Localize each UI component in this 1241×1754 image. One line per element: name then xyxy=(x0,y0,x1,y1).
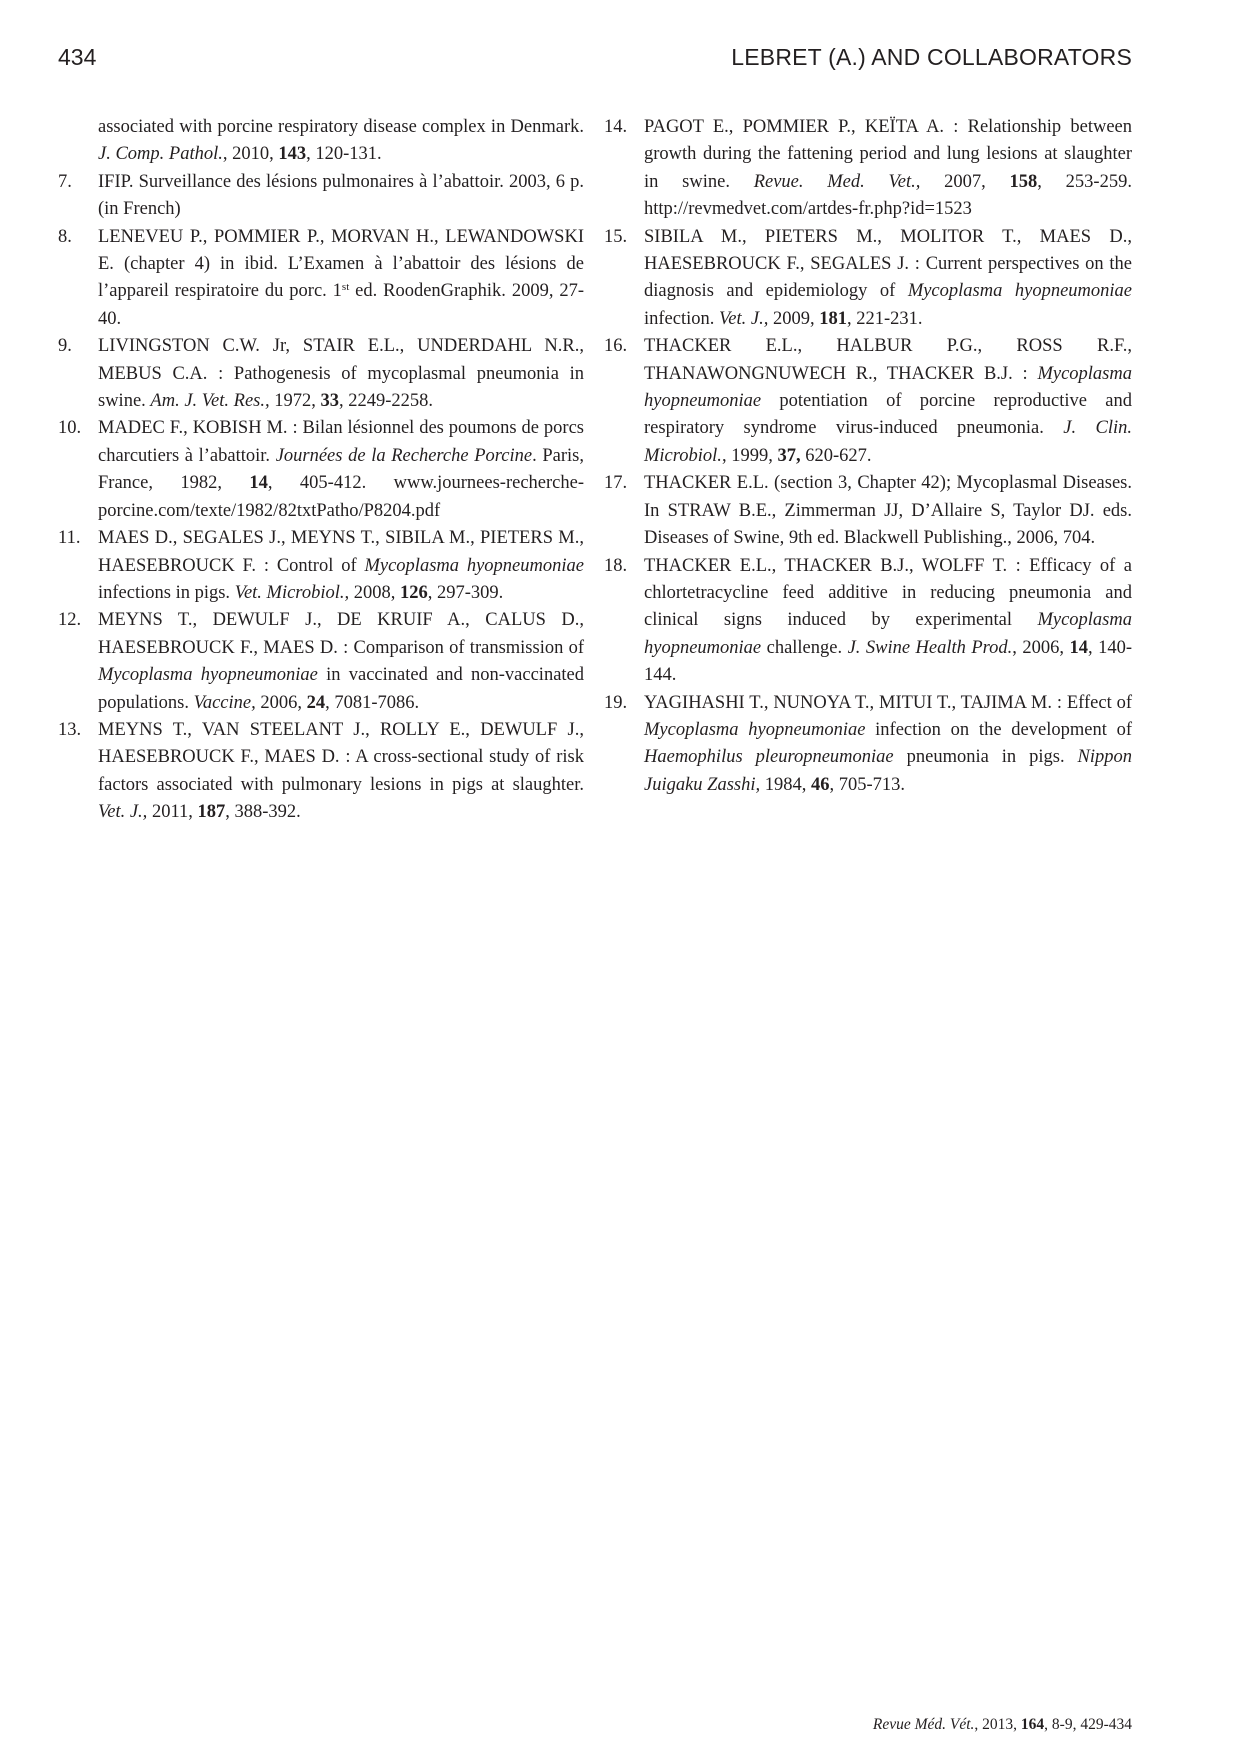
reference-entry xyxy=(58,607,584,717)
reference-entry xyxy=(604,224,1132,334)
reference-text: PAGOT E., POMMIER P., KEÏTA A. : Relationship between growth during the fattening period and lung lesions at slaughter in swine. xyxy=(644,117,1132,192)
reference-text: 2006, xyxy=(255,692,307,713)
reference-entry xyxy=(604,553,1132,690)
reference-text: , 1999, xyxy=(721,445,778,466)
reference-volume: 143 xyxy=(278,144,307,165)
reference-text: LENEVEU P., POMMIER P., MORVAN H., LEWANDOWSKI E. (chapter 4) in ibid. L’Examen à l’abattoir des lésions de l’appareil respiratoire du porc. 1 xyxy=(98,226,584,302)
reference-number: 8. xyxy=(58,226,72,247)
journal-citation-footer xyxy=(873,1716,1132,1734)
reference-volume: 46 xyxy=(811,774,830,795)
reference-italic-text: Vet. Microbiol., xyxy=(234,582,350,603)
reference-entry xyxy=(604,470,1132,552)
reference-italic-text: Vet. J., xyxy=(719,308,769,329)
reference-volume: 14 xyxy=(1069,637,1088,658)
reference-entry xyxy=(58,717,584,827)
reference-text: THACKER E.L. (section 3, Chapter 42); Mycoplasmal Diseases. In STRAW B.E., Zimmerman JJ, D’Allaire S, Taylor DJ. eds. Diseases of Swine, 9th ed. Blackwell Publishing., 2006, 704. xyxy=(644,473,1132,549)
reference-number: 7. xyxy=(58,171,72,192)
reference-entry xyxy=(604,333,1132,470)
reference-text: . Paris, France, 1982, xyxy=(98,445,585,494)
footer-journal: Revue Méd. Vét. xyxy=(872,1716,975,1733)
reference-italic-text: Mycoplasma hyopneumoniae xyxy=(644,610,1132,658)
reference-text: ed. RoodenGraphik. 2009, 27-40. xyxy=(98,281,584,329)
reference-text: in vaccinated and non-vaccinated populations. xyxy=(98,665,585,713)
reference-text: 620-627. xyxy=(800,445,872,466)
reference-number: 14. xyxy=(604,117,628,137)
reference-text: IFIP. Surveillance des lésions pulmonaires à l’abattoir. 2003, 6 p. (in French) xyxy=(98,171,584,220)
reference-italic-text: Mycoplasma hyopneumoniae xyxy=(644,719,866,740)
reference-superscript: st xyxy=(341,281,350,294)
reference-text: , 140-144. xyxy=(644,637,1132,686)
reference-volume: 24 xyxy=(306,692,326,713)
reference-italic-text: Mycoplasma hyopneumoniae xyxy=(98,665,318,686)
reference-text: THACKER E.L., THACKER B.J., WOLFF T. : Efficacy of a chlortetracycline feed additive in reducing pneumonia and clinical signs induced by experimental xyxy=(644,555,1132,631)
reference-italic-text: Revue. Med. Vet., xyxy=(753,171,921,192)
reference-text: , 253-259. http://revmedvet.com/artdes-fr.php?id=1523 xyxy=(644,171,1132,220)
reference-text: , 2249-2258. xyxy=(338,391,434,412)
reference-text: 2009, xyxy=(768,308,820,329)
reference-italic-text: Am. J. Vet. Res., xyxy=(150,391,270,412)
reference-volume: 14 xyxy=(249,473,268,494)
reference-text: infection. xyxy=(644,308,720,329)
reference-number: 18. xyxy=(604,555,628,576)
reference-number: 11. xyxy=(58,528,81,549)
reference-text: , 2006, xyxy=(1012,637,1070,658)
running-header xyxy=(58,44,1132,78)
reference-volume: 158 xyxy=(1009,171,1038,192)
reference-text: , 297-309. xyxy=(427,582,504,603)
reference-text: THACKER E.L., HALBUR P.G., ROSS R.F., THANAWONGNUWECH R., THACKER B.J. : xyxy=(644,336,1132,384)
reference-text: challenge. xyxy=(761,637,848,658)
reference-text: 2011, xyxy=(147,802,198,823)
footer-year: , 2013, xyxy=(974,1716,1021,1733)
reference-text: LIVINGSTON C.W. Jr, STAIR E.L., UNDERDAHL N.R., MEBUS C.A. : Pathogenesis of mycoplasmal pneumonia in swine. xyxy=(98,336,584,412)
reference-volume: 33 xyxy=(320,391,339,412)
reference-volume: 181 xyxy=(819,308,847,329)
reference-italic-text: Mycoplasma hyopneumoniae xyxy=(644,363,1132,412)
reference-text: , 120-131. xyxy=(306,144,382,165)
reference-entry xyxy=(58,114,584,169)
reference-italic-text: Mycoplasma hyopneumoniae xyxy=(907,281,1132,302)
reference-text: MEYNS T., VAN STEELANT J., ROLLY E., DEWULF J., HAESEBROUCK F., MAES D. : A cross-sectional study of risk factors associated with pulmonary lesions in pigs at slaughter. xyxy=(98,719,584,795)
reference-entry xyxy=(58,415,584,525)
page-number: 434 xyxy=(58,44,97,70)
reference-volume: 187 xyxy=(197,802,226,823)
running-title: LEBRET (A.) AND COLLABORATORS xyxy=(731,44,1132,70)
reference-number: 19. xyxy=(604,692,628,713)
reference-italic-text: Nippon Juigaku Zasshi, xyxy=(644,747,1132,795)
reference-text: 2007, xyxy=(920,171,1010,192)
reference-italic-text: Journées de la Recherche Porcine xyxy=(275,445,533,466)
reference-number: 16. xyxy=(604,336,628,357)
references-right-column xyxy=(604,114,1132,799)
reference-text: 1984, xyxy=(760,774,812,795)
reference-text: infections in pigs. xyxy=(98,582,235,603)
reference-text: infection on the development of xyxy=(865,719,1132,740)
reference-entry xyxy=(58,169,584,224)
reference-italic-text: Vaccine, xyxy=(193,692,256,713)
footer-issue-pages: , 8-9, 429-434 xyxy=(1044,1716,1132,1733)
reference-entry xyxy=(58,525,584,607)
reference-text: , 2010, xyxy=(222,144,279,165)
reference-text: SIBILA M., PIETERS M., MOLITOR T., MAES D., HAESEBROUCK F., SEGALES J. : Current perspectives on the diagnosis and epidemiology of xyxy=(644,226,1132,302)
reference-text: 1972, xyxy=(269,391,321,412)
reference-entry xyxy=(604,690,1132,800)
reference-italic-text: J. Swine Health Prod. xyxy=(847,637,1013,658)
reference-entry xyxy=(58,224,584,334)
reference-text: , 705-713. xyxy=(829,774,906,795)
reference-italic-text: Mycoplasma hyopneumoniae xyxy=(364,555,584,576)
reference-number: 17. xyxy=(604,473,628,494)
reference-text: 2008, xyxy=(349,582,400,603)
references-left-column xyxy=(58,114,584,827)
reference-number: 10. xyxy=(58,418,82,439)
reference-volume: 126 xyxy=(399,582,428,603)
footer-volume: 164 xyxy=(1020,1716,1045,1733)
reference-text: , 7081-7086. xyxy=(325,692,420,713)
reference-entry xyxy=(604,114,1132,224)
reference-text: potentiation of porcine reproductive and respiratory syndrome virus-induced pneumonia. xyxy=(644,391,1132,439)
reference-text: MADEC F., KOBISH M. : Bilan lésionnel des poumons de porcs charcutiers à l’abattoir. xyxy=(98,418,584,466)
reference-text: MEYNS T., DEWULF J., DE KRUIF A., CALUS D., HAESEBROUCK F., MAES D. : Comparison of transmission of xyxy=(98,610,584,658)
reference-volume: 37, xyxy=(777,445,801,466)
reference-italic-text: Vet. J., xyxy=(98,802,148,823)
reference-text: , 221-231. xyxy=(846,308,923,329)
reference-italic-text: Haemophilus pleuropneumoniae xyxy=(644,747,894,768)
reference-text: MAES D., SEGALES J., MEYNS T., SIBILA M., PIETERS M., HAESEBROUCK F. : Control of xyxy=(98,528,584,576)
reference-text: YAGIHASHI T., NUNOYA T., MITUI T., TAJIMA M. : Effect of xyxy=(644,692,1132,713)
reference-entry xyxy=(58,333,584,415)
reference-number: 12. xyxy=(58,610,82,631)
reference-text: pneumonia in pigs. xyxy=(893,747,1078,768)
reference-text: associated with porcine respiratory disease complex in Denmark. xyxy=(98,117,584,137)
reference-text: , 405-412. www.journees-recherche-porcine.com/texte/1982/82txtPatho/P8204.pdf xyxy=(98,473,584,521)
reference-number: 15. xyxy=(604,226,628,247)
reference-italic-text: J. Comp. Pathol. xyxy=(98,144,223,165)
reference-italic-text: J. Clin. Microbiol. xyxy=(644,418,1132,466)
reference-text: , 388-392. xyxy=(225,802,301,823)
reference-number: 13. xyxy=(58,719,82,740)
reference-number: 9. xyxy=(58,336,72,357)
